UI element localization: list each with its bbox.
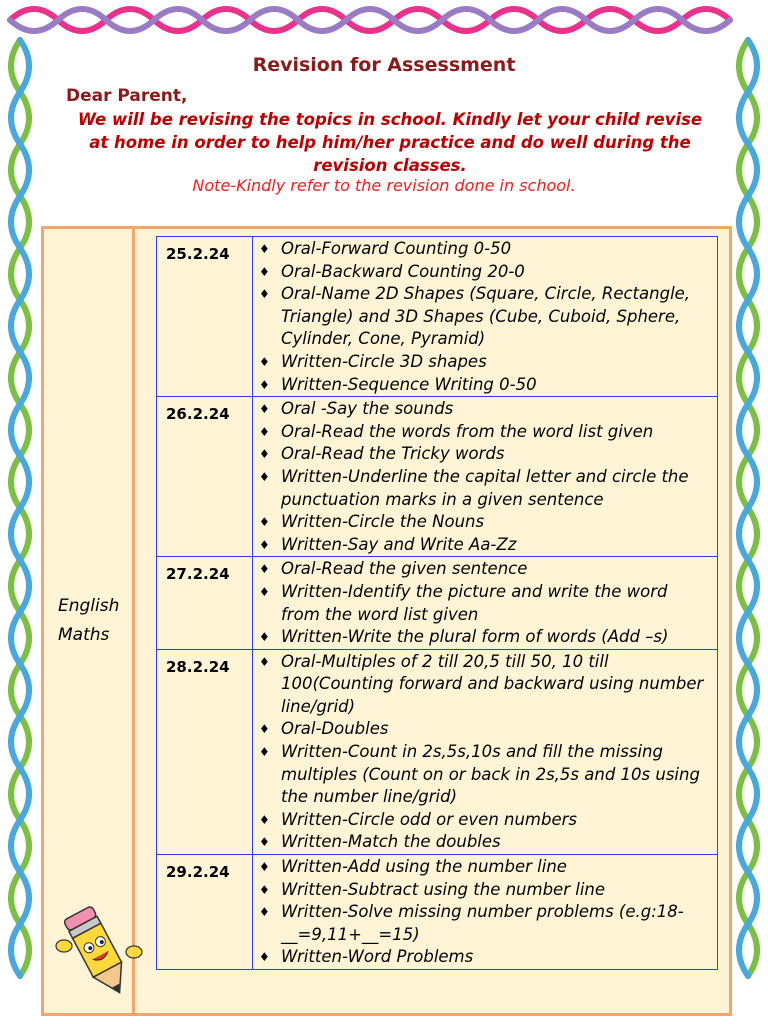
topic-text: Oral-Doubles <box>281 719 389 739</box>
topic-text: Written-Circle 3D shapes <box>281 351 487 371</box>
topic-text: Written-Underline the capital letter and circle the punctuation marks in a given sentence <box>281 466 689 509</box>
schedule-items <box>253 397 718 557</box>
topic-list <box>257 856 711 969</box>
topic-text: Written-Say and Write Aa-Zz <box>281 534 517 554</box>
revision-note: Note-Kindly refer to the revision done in school. <box>192 176 576 195</box>
schedule-date: 26.2.24 <box>157 397 253 557</box>
diamond-bullet-icon: ♦ <box>259 812 270 827</box>
diamond-bullet-icon: ♦ <box>259 424 270 439</box>
topic-text: Written-Add using the number line <box>281 857 567 877</box>
schedule-items <box>253 649 718 854</box>
topic-text: Written-Subtract using the number line <box>281 879 606 899</box>
topic-text: Written-Count in 2s,5s,10s and fill the missing multiples (Count on or back in 2s,5s and 10s using the number line/grid) <box>281 742 700 807</box>
list-item <box>257 351 711 374</box>
list-item <box>257 261 711 284</box>
topic-text: Oral-Backward Counting 20-0 <box>281 261 525 281</box>
diamond-bullet-icon: ♦ <box>259 654 270 669</box>
diamond-bullet-icon: ♦ <box>259 402 270 417</box>
diamond-bullet-icon: ♦ <box>259 584 270 599</box>
schedule-date: 29.2.24 <box>157 855 253 970</box>
list-item <box>257 831 711 854</box>
revision-schedule-table <box>156 236 718 970</box>
list-item <box>257 466 711 511</box>
page-title: Revision for Assessment <box>252 54 516 76</box>
list-item <box>257 534 711 557</box>
topic-text: Oral-Read the given sentence <box>281 559 528 579</box>
list-item <box>257 718 711 741</box>
topic-text: Oral-Read the words from the word list given <box>281 421 654 441</box>
topic-text: Oral-Name 2D Shapes (Square, Circle, Rectangle, Triangle) and 3D Shapes (Cube, Cuboid, Sphere, Cylinder, Cone, Pyramid) <box>281 284 691 349</box>
list-item <box>257 238 711 261</box>
list-item <box>257 421 711 444</box>
topic-text: Written-Sequence Writing 0-50 <box>281 374 537 394</box>
topic-text: Written-Write the plural form of words (Add –s) <box>281 627 669 647</box>
diamond-bullet-icon: ♦ <box>259 287 270 302</box>
topic-text: Oral-Read the Tricky words <box>281 444 505 464</box>
subject-english: English <box>58 596 120 616</box>
diamond-bullet-icon: ♦ <box>259 905 270 920</box>
list-item <box>257 651 711 719</box>
schedule-row <box>157 855 718 970</box>
list-item <box>257 741 711 809</box>
parent-message: We will be revising the topics in school. Kindly let your child revise at home in order to help him/her practice and do well during the revision classes. <box>77 110 703 175</box>
schedule-row <box>157 649 718 854</box>
diamond-bullet-icon: ♦ <box>259 377 270 392</box>
list-item <box>257 443 711 466</box>
list-item <box>257 511 711 534</box>
list-item <box>257 398 711 421</box>
diamond-bullet-icon: ♦ <box>259 264 270 279</box>
schedule-row <box>157 557 718 649</box>
topic-list <box>257 398 711 556</box>
diamond-bullet-icon: ♦ <box>259 562 270 577</box>
topic-list <box>257 238 711 396</box>
list-item <box>257 946 711 969</box>
schedule-items <box>253 855 718 970</box>
topic-text: Written-Identify the picture and write the word from the word list given <box>281 581 668 624</box>
list-item <box>257 581 711 626</box>
schedule-date: 27.2.24 <box>157 557 253 649</box>
list-item <box>257 283 711 351</box>
topic-text: Oral -Say the sounds <box>281 399 454 419</box>
schedule-items <box>253 557 718 649</box>
diamond-bullet-icon: ♦ <box>259 515 270 530</box>
diamond-bullet-icon: ♦ <box>259 537 270 552</box>
topic-list <box>257 651 711 854</box>
diamond-bullet-icon: ♦ <box>259 745 270 760</box>
topic-text: Oral-Forward Counting 0-50 <box>281 239 512 258</box>
topic-text: Written-Match the doubles <box>281 832 501 852</box>
topic-text: Written-Solve missing number problems (e.g:18-__=9,11+__=15) <box>281 902 684 944</box>
diamond-bullet-icon: ♦ <box>259 722 270 737</box>
list-item <box>257 856 711 879</box>
diamond-bullet-icon: ♦ <box>259 447 270 462</box>
schedule-row <box>157 237 718 397</box>
subject-maths: Maths <box>58 625 110 645</box>
diamond-bullet-icon: ♦ <box>259 354 270 369</box>
salutation: Dear Parent, <box>66 86 188 106</box>
topic-text: Written-Word Problems <box>281 947 474 967</box>
list-item <box>257 374 711 397</box>
diamond-bullet-icon: ♦ <box>259 835 270 850</box>
diamond-bullet-icon: ♦ <box>259 950 270 965</box>
topic-text: Written-Circle the Nouns <box>281 512 485 532</box>
list-item <box>257 558 711 581</box>
schedule-row <box>157 397 718 557</box>
topic-list <box>257 558 711 648</box>
diamond-bullet-icon: ♦ <box>259 860 270 875</box>
subject-list <box>58 592 138 650</box>
list-item <box>257 879 711 902</box>
topic-text: Written-Circle odd or even numbers <box>281 809 578 829</box>
diamond-bullet-icon: ♦ <box>259 882 270 897</box>
list-item <box>257 901 711 946</box>
schedule-items <box>253 237 718 397</box>
schedule-date: 28.2.24 <box>157 649 253 854</box>
diamond-bullet-icon: ♦ <box>259 630 270 645</box>
schedule-date: 25.2.24 <box>157 237 253 397</box>
topic-text: Oral-Multiples of 2 till 20,5 till 50, 10 till 100(Counting forward and backward using number line/grid) <box>281 651 704 716</box>
diamond-bullet-icon: ♦ <box>259 469 270 484</box>
pencil-cartoon-icon <box>50 902 146 1002</box>
list-item <box>257 626 711 649</box>
diamond-bullet-icon: ♦ <box>259 242 270 256</box>
list-item <box>257 809 711 832</box>
